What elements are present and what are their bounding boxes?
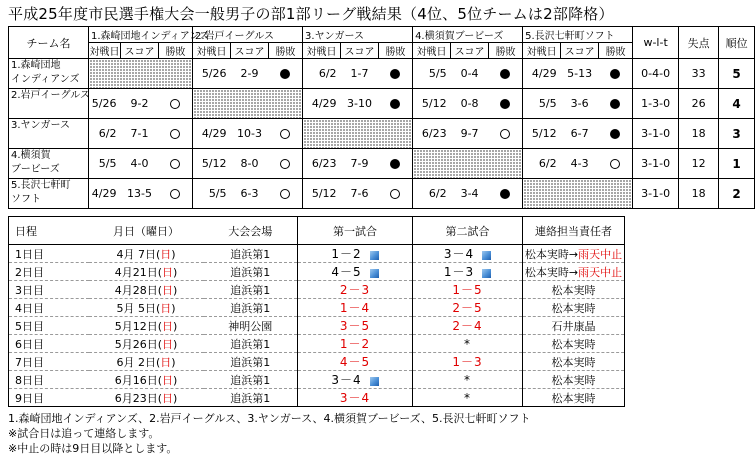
score-text: 2－4 xyxy=(452,319,483,333)
team-name xyxy=(9,149,89,179)
score-text: 1－2 xyxy=(339,337,371,351)
schedule-row xyxy=(9,335,625,353)
schedule-row xyxy=(9,317,625,335)
weekday: 日 xyxy=(162,337,173,351)
team-name xyxy=(9,119,89,149)
match-date: 5/12 xyxy=(523,119,561,149)
game2-cell xyxy=(413,317,523,335)
team-row xyxy=(9,89,755,119)
venue-cell: 追浜第1 xyxy=(204,299,298,317)
match-result xyxy=(269,149,303,179)
loss-circle-icon xyxy=(610,69,620,79)
score-subheader: スコア xyxy=(341,43,379,59)
contact-name: 松本実時 xyxy=(551,301,596,315)
game1-cell xyxy=(298,371,413,389)
match-date: 5/26 xyxy=(89,89,121,119)
win-loss-tie: 1-3-0 xyxy=(633,89,679,119)
match-result xyxy=(489,59,523,89)
match-date: 4/29 xyxy=(193,119,231,149)
schedule-row xyxy=(9,281,625,299)
contact-name: 松本実時→ xyxy=(524,265,579,279)
loss-circle-icon xyxy=(390,69,400,79)
day-cell: 5日目 xyxy=(9,317,89,335)
match-result xyxy=(269,179,303,209)
contact-name: 松本実時 xyxy=(551,391,596,405)
venue-cell: 神明公園 xyxy=(204,317,298,335)
win-circle-icon xyxy=(280,189,290,199)
self-match-cell xyxy=(523,179,633,209)
score-text: 1－2 xyxy=(331,247,362,261)
match-score: 7-1 xyxy=(121,119,159,149)
paren-close: ) xyxy=(173,373,178,387)
rank: 1 xyxy=(719,149,755,179)
contact-name: 松本実時 xyxy=(551,283,596,297)
result-subheader: 勝敗 xyxy=(599,43,633,59)
match-score: 13-5 xyxy=(121,179,159,209)
loss-circle-icon xyxy=(610,99,620,109)
loss-circle-icon xyxy=(500,189,510,199)
schedule-row xyxy=(9,263,625,281)
match-score: 4-0 xyxy=(121,149,159,179)
date-cell xyxy=(89,389,204,407)
weekday: 日 xyxy=(162,319,173,333)
self-match-cell xyxy=(193,89,303,119)
weekday: 日 xyxy=(162,283,173,297)
date-text: 5月 5日( xyxy=(116,301,161,315)
self-match-cell xyxy=(89,59,193,89)
match-result xyxy=(379,149,413,179)
cancel-note: 雨天中止 xyxy=(578,247,623,261)
game2-header: 第二試合 xyxy=(413,217,523,245)
match-result xyxy=(159,89,193,119)
points-header: 失点 xyxy=(679,27,719,59)
date-cell xyxy=(89,317,204,335)
team-name-line: ソフト xyxy=(11,194,41,205)
game1-header: 第一試合 xyxy=(298,217,413,245)
match-result xyxy=(159,179,193,209)
date-text: 4月21日( xyxy=(114,265,162,279)
score-text: 4－5 xyxy=(339,355,371,369)
match-result xyxy=(269,59,303,89)
result-subheader: 勝敗 xyxy=(269,43,303,59)
score-text: * xyxy=(464,336,471,351)
team-row xyxy=(9,149,755,179)
venue-cell: 追浜第1 xyxy=(204,281,298,299)
date-cell xyxy=(89,353,204,371)
paren-close: ) xyxy=(173,265,178,279)
opponent-header: 1.森崎団地インディアンズ xyxy=(89,27,193,43)
match-score: 10-3 xyxy=(231,119,269,149)
date-cell xyxy=(89,281,204,299)
match-score: 3-4 xyxy=(451,179,489,209)
match-result xyxy=(489,179,523,209)
date-cell xyxy=(89,371,204,389)
day-cell: 8日目 xyxy=(9,371,89,389)
win-circle-icon xyxy=(280,129,290,139)
paren-close: ) xyxy=(173,319,178,333)
date-text: 5月12日( xyxy=(114,319,162,333)
points-conceded: 33 xyxy=(679,59,719,89)
paren-close: ) xyxy=(171,301,176,315)
match-result xyxy=(489,119,523,149)
win-loss-tie: 3-1-0 xyxy=(633,149,679,179)
venue-header: 大会会場 xyxy=(204,217,298,245)
match-score: 4-3 xyxy=(561,149,599,179)
schedule-row xyxy=(9,299,625,317)
game2-cell xyxy=(413,335,523,353)
contact-cell xyxy=(523,263,625,281)
league-results-table xyxy=(8,26,755,209)
date-subheader: 対戦日 xyxy=(523,43,561,59)
match-result xyxy=(599,59,633,89)
contact-cell xyxy=(523,281,625,299)
venue-cell: 追浜第1 xyxy=(204,353,298,371)
day-cell: 2日目 xyxy=(9,263,89,281)
game1-cell xyxy=(298,335,413,353)
game1-cell xyxy=(298,263,413,281)
venue-cell: 追浜第1 xyxy=(204,245,298,263)
team-name-line: インディアンズ xyxy=(11,74,80,85)
contact-name: 松本実時 xyxy=(551,355,596,369)
date-cell xyxy=(89,245,204,263)
win-loss-tie: 3-1-0 xyxy=(633,119,679,149)
team-name-line: 4.横須賀 xyxy=(11,150,51,161)
date-subheader: 対戦日 xyxy=(413,43,451,59)
loss-circle-icon xyxy=(500,99,510,109)
match-date: 4/29 xyxy=(303,89,341,119)
contact-cell xyxy=(523,353,625,371)
match-score: 7-9 xyxy=(341,149,379,179)
date-text: 4月 7日( xyxy=(116,247,161,261)
contact-header: 連絡担当責任者 xyxy=(523,217,625,245)
schedule-table xyxy=(8,216,625,407)
date-text: 5月26日( xyxy=(114,337,162,351)
team-list-note: 1.森崎団地インディアンズ、2.岩戸イーグルス、3.ヤンガース、4.横須賀ブービーズ、5.長沢七軒町ソフト xyxy=(8,412,531,425)
day-cell: 9日目 xyxy=(9,389,89,407)
diagonal-arrow-icon xyxy=(370,269,379,278)
team-name-line: 1.森崎団地 xyxy=(11,60,61,71)
match-result xyxy=(379,89,413,119)
match-date: 6/23 xyxy=(413,119,451,149)
match-date: 5/12 xyxy=(193,149,231,179)
schedule-row xyxy=(9,389,625,407)
win-circle-icon xyxy=(280,159,290,169)
contact-cell xyxy=(523,335,625,353)
paren-close: ) xyxy=(171,355,176,369)
self-match-cell xyxy=(303,119,413,149)
match-result xyxy=(489,89,523,119)
game1-cell xyxy=(298,281,413,299)
rank: 2 xyxy=(719,179,755,209)
match-result xyxy=(269,119,303,149)
score-text: 3－4 xyxy=(331,373,362,387)
venue-cell: 追浜第1 xyxy=(204,263,298,281)
score-subheader: スコア xyxy=(451,43,489,59)
game1-cell xyxy=(298,353,413,371)
match-score: 0-4 xyxy=(451,59,489,89)
match-date: 5/26 xyxy=(193,59,231,89)
game1-cell xyxy=(298,299,413,317)
diagonal-arrow-icon xyxy=(370,251,379,260)
schedule-row xyxy=(9,245,625,263)
team-name xyxy=(9,89,89,119)
win-circle-icon xyxy=(170,159,180,169)
match-date: 5/12 xyxy=(413,89,451,119)
contact-cell xyxy=(523,371,625,389)
weekday: 日 xyxy=(162,265,173,279)
win-circle-icon xyxy=(170,189,180,199)
match-score: 6-3 xyxy=(231,179,269,209)
page-title: 平成25年度市民選手権大会一般男子の部1部リーグ戦結果（4位、5位チームは2部降格） xyxy=(8,5,614,23)
rank-header: 順位 xyxy=(719,27,755,59)
match-date: 4/29 xyxy=(523,59,561,89)
venue-cell: 追浜第1 xyxy=(204,371,298,389)
note-line: ※試合日は追って連絡します。 xyxy=(8,427,160,440)
match-result xyxy=(379,179,413,209)
points-conceded: 12 xyxy=(679,149,719,179)
match-score: 9-2 xyxy=(121,89,159,119)
opponent-header: 4.横須賀ブービーズ xyxy=(413,27,523,43)
date-text: 6月23日( xyxy=(114,391,162,405)
notes xyxy=(8,411,531,456)
paren-close: ) xyxy=(173,337,178,351)
match-result xyxy=(599,89,633,119)
loss-circle-icon xyxy=(500,69,510,79)
schedule-row xyxy=(9,371,625,389)
game2-cell xyxy=(413,263,523,281)
date-text: 6月16日( xyxy=(114,373,162,387)
team-name-line: 2.岩戸イーグルス xyxy=(11,90,90,101)
score-text: 4－5 xyxy=(331,265,362,279)
score-text: 2－5 xyxy=(452,301,483,315)
team-row xyxy=(9,179,755,209)
game2-cell xyxy=(413,281,523,299)
match-date: 6/2 xyxy=(413,179,451,209)
venue-cell: 追浜第1 xyxy=(204,335,298,353)
win-circle-icon xyxy=(390,189,400,199)
score-text: 3－4 xyxy=(339,391,371,405)
game2-cell xyxy=(413,389,523,407)
match-date: 6/2 xyxy=(303,59,341,89)
date-subheader: 対戦日 xyxy=(193,43,231,59)
loss-circle-icon xyxy=(610,129,620,139)
date-cell xyxy=(89,263,204,281)
score-subheader: スコア xyxy=(231,43,269,59)
paren-close: ) xyxy=(171,247,176,261)
win-circle-icon xyxy=(170,129,180,139)
points-conceded: 26 xyxy=(679,89,719,119)
win-circle-icon xyxy=(610,159,620,169)
game2-cell xyxy=(413,245,523,263)
team-name xyxy=(9,179,89,209)
weekday: 日 xyxy=(160,301,172,315)
venue-cell: 追浜第1 xyxy=(204,389,298,407)
team-name-line: ブービーズ xyxy=(11,164,60,175)
win-circle-icon xyxy=(170,99,180,109)
weekday: 日 xyxy=(160,355,172,369)
match-score: 5-13 xyxy=(561,59,599,89)
schedule-row xyxy=(9,353,625,371)
result-subheader: 勝敗 xyxy=(489,43,523,59)
match-score: 2-9 xyxy=(231,59,269,89)
day-cell: 6日目 xyxy=(9,335,89,353)
score-text: 3－5 xyxy=(339,319,371,333)
paren-close: ) xyxy=(173,283,178,297)
team-row xyxy=(9,119,755,149)
contact-cell xyxy=(523,317,625,335)
team-name xyxy=(9,59,89,89)
score-text: * xyxy=(464,390,471,405)
match-score: 8-0 xyxy=(231,149,269,179)
loss-circle-icon xyxy=(280,69,290,79)
result-subheader: 勝敗 xyxy=(379,43,413,59)
match-date: 5/5 xyxy=(193,179,231,209)
score-subheader: スコア xyxy=(121,43,159,59)
contact-cell xyxy=(523,245,625,263)
diagonal-arrow-icon xyxy=(482,251,491,260)
date-text: 4月28日( xyxy=(114,283,162,297)
points-conceded: 18 xyxy=(679,119,719,149)
score-text: 1－3 xyxy=(443,265,475,279)
match-date: 5/12 xyxy=(303,179,341,209)
note-line: ※中止の時は9日目以降とします。 xyxy=(8,442,178,455)
day-cell: 7日目 xyxy=(9,353,89,371)
match-result xyxy=(159,119,193,149)
match-score: 6-7 xyxy=(561,119,599,149)
match-date: 6/2 xyxy=(523,149,561,179)
result-subheader: 勝敗 xyxy=(159,43,193,59)
score-text: * xyxy=(464,372,471,387)
game1-cell xyxy=(298,389,413,407)
date-subheader: 対戦日 xyxy=(89,43,121,59)
weekday: 日 xyxy=(160,247,172,261)
contact-cell xyxy=(523,299,625,317)
date-subheader: 対戦日 xyxy=(303,43,341,59)
opponent-header: 2.岩戸イーグルス xyxy=(193,27,303,43)
date-cell xyxy=(89,335,204,353)
team-name-line: 5.長沢七軒町 xyxy=(11,180,71,191)
points-conceded: 18 xyxy=(679,179,719,209)
match-score: 0-8 xyxy=(451,89,489,119)
team-name-line: 3.ヤンガース xyxy=(11,120,70,131)
day-cell: 3日目 xyxy=(9,281,89,299)
match-date: 5/5 xyxy=(413,59,451,89)
weekday: 日 xyxy=(162,373,173,387)
weekday: 日 xyxy=(162,391,173,405)
contact-name: 松本実時→ xyxy=(524,247,579,261)
game2-cell xyxy=(413,353,523,371)
opponent-header: 5.長沢七軒町ソフト xyxy=(523,27,633,43)
contact-cell xyxy=(523,389,625,407)
date-cell xyxy=(89,299,204,317)
rank: 5 xyxy=(719,59,755,89)
cancel-note: 雨天中止 xyxy=(578,265,623,279)
match-score: 3-10 xyxy=(341,89,379,119)
match-score: 3-6 xyxy=(561,89,599,119)
match-score: 7-6 xyxy=(341,179,379,209)
score-text: 2－3 xyxy=(339,283,371,297)
team-row xyxy=(9,59,755,89)
score-subheader: スコア xyxy=(561,43,599,59)
date-text: 6月 2日( xyxy=(116,355,161,369)
match-score: 1-7 xyxy=(341,59,379,89)
score-text: 3－4 xyxy=(443,247,475,261)
day-cell: 1日目 xyxy=(9,245,89,263)
contact-name: 松本実時 xyxy=(551,337,596,351)
match-date: 4/29 xyxy=(89,179,121,209)
day-header: 日程 xyxy=(9,217,89,245)
self-match-cell xyxy=(413,149,523,179)
win-loss-tie: 0-4-0 xyxy=(633,59,679,89)
contact-name: 石井康晶 xyxy=(551,319,596,333)
game1-cell xyxy=(298,245,413,263)
loss-circle-icon xyxy=(390,159,400,169)
score-text: 1－4 xyxy=(339,301,371,315)
wlt-header: w-l-t xyxy=(633,27,679,59)
match-date: 5/5 xyxy=(89,149,121,179)
match-result xyxy=(599,149,633,179)
match-result xyxy=(599,119,633,149)
day-cell: 4日目 xyxy=(9,299,89,317)
win-loss-tie: 3-1-0 xyxy=(633,179,679,209)
win-circle-icon xyxy=(500,129,510,139)
match-score: 9-7 xyxy=(451,119,489,149)
contact-name: 松本実時 xyxy=(551,373,596,387)
loss-circle-icon xyxy=(390,99,400,109)
rank: 3 xyxy=(719,119,755,149)
match-result xyxy=(159,149,193,179)
diagonal-arrow-icon xyxy=(482,269,491,278)
team-name-header: チーム名 xyxy=(9,27,89,59)
game2-cell xyxy=(413,299,523,317)
match-date: 6/2 xyxy=(89,119,121,149)
rank: 4 xyxy=(719,89,755,119)
game1-cell xyxy=(298,317,413,335)
match-date: 5/5 xyxy=(523,89,561,119)
game2-cell xyxy=(413,371,523,389)
score-text: 1－3 xyxy=(452,355,483,369)
paren-close: ) xyxy=(173,391,178,405)
opponent-header: 3.ヤンガース xyxy=(303,27,413,43)
score-text: 1－5 xyxy=(452,283,483,297)
match-result xyxy=(379,59,413,89)
match-date: 6/23 xyxy=(303,149,341,179)
diagonal-arrow-icon xyxy=(370,377,379,386)
date-header: 月日（曜日） xyxy=(89,217,204,245)
